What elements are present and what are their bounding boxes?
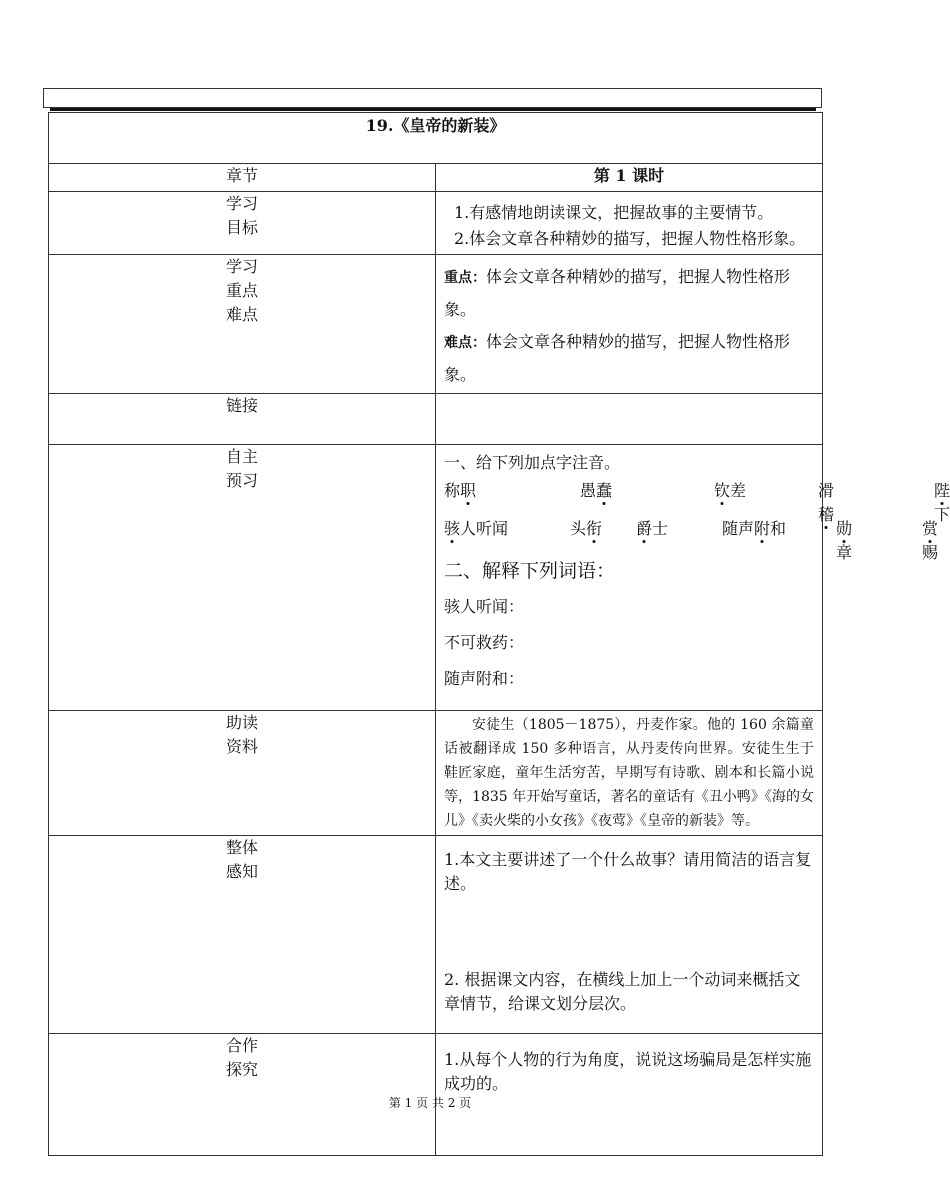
- word-huaji: 滑稽: [818, 481, 835, 524]
- objective-item: 2.体会文章各种精妙的描写，把握人物性格形象。: [454, 229, 806, 248]
- term-item: 不可救药：: [444, 633, 525, 652]
- word-jueshi: 爵士: [636, 519, 669, 538]
- overall-question-2: 2. 根据课文内容，在横线上加上一个动词来概括文章情节，给课文划分层次。: [444, 970, 801, 1013]
- keypoints-label: 学习 重点 难点: [49, 255, 436, 394]
- word-bixia: 陛下: [934, 481, 950, 524]
- coop-question-1: 1.从每个人物的行为角度，说说这场骗局是怎样实施成功的。: [436, 1034, 823, 1156]
- word-chenzhi: 称职: [444, 481, 477, 500]
- term-item: 骇人听闻：: [444, 597, 525, 616]
- reading-label: 助读 资料: [49, 711, 436, 836]
- page-title: 19.《皇帝的新装》: [49, 113, 823, 164]
- overall-content: [436, 836, 823, 1034]
- link-content: [436, 394, 823, 445]
- objectives-label: 学习 目标: [49, 192, 436, 255]
- pinyin-row-2: [444, 511, 939, 562]
- link-label: 链接: [49, 394, 436, 445]
- reading-text: 安徒生（1805－1875），丹麦作家。他的 160 余篇童话被翻译成 150 多种语言，从丹麦传向世界。安徒生生于鞋匠家庭，童年生活穷苦，早期写有诗歌、剧本和长篇小说等，1835 年开始写童话，著名的童话有《丑小鸭》《海的女儿》《卖火柴的小女孩》《夜莺》《皇帝的新装》等。: [436, 711, 823, 836]
- word-hairentingwen: 骇人听闻: [444, 519, 509, 538]
- header-rule: [50, 108, 816, 111]
- preview-section1: 一、给下列加点字注音。: [444, 453, 621, 472]
- preview-content: [436, 445, 950, 711]
- overall-question-1: 1.本文主要讲述了一个什么故事？请用简洁的语言复述。: [444, 850, 812, 893]
- page-footer: 第 1 页 共 2 页: [388, 1096, 472, 1110]
- objectives-content: [436, 192, 823, 255]
- word-yuchun: 愚蠢: [580, 481, 613, 500]
- word-shangci: 赏赐: [922, 519, 939, 562]
- word-xunzhang: 勋章: [836, 519, 853, 562]
- chapter-value: 第 1 课时: [436, 164, 823, 192]
- lesson-table: [48, 112, 950, 1156]
- keypoints-content: [436, 255, 823, 394]
- word-touxian: 头衔: [570, 519, 603, 538]
- key-point: 重点：体会文章各种精妙的描写，把握人物性格形象。: [444, 267, 791, 319]
- word-qinchai: 钦差: [714, 481, 747, 500]
- preview-section2: 二、解释下列词语：: [444, 560, 616, 582]
- chapter-label: 章节: [49, 164, 436, 192]
- difficult-point: 难点：体会文章各种精妙的描写，把握人物性格形象。: [444, 332, 791, 384]
- objective-item: 1.有感情地朗读课文，把握故事的主要情节。: [454, 203, 774, 222]
- term-item: 随声附和：: [444, 669, 525, 688]
- overall-label: 整体 感知: [49, 836, 436, 1034]
- word-suishengfuhe: 随声附和: [722, 519, 787, 538]
- coop-label: 合作 探究: [49, 1034, 436, 1156]
- header-box: [43, 88, 822, 108]
- pinyin-row-1: [444, 475, 950, 524]
- preview-label: 自主 预习: [49, 445, 436, 711]
